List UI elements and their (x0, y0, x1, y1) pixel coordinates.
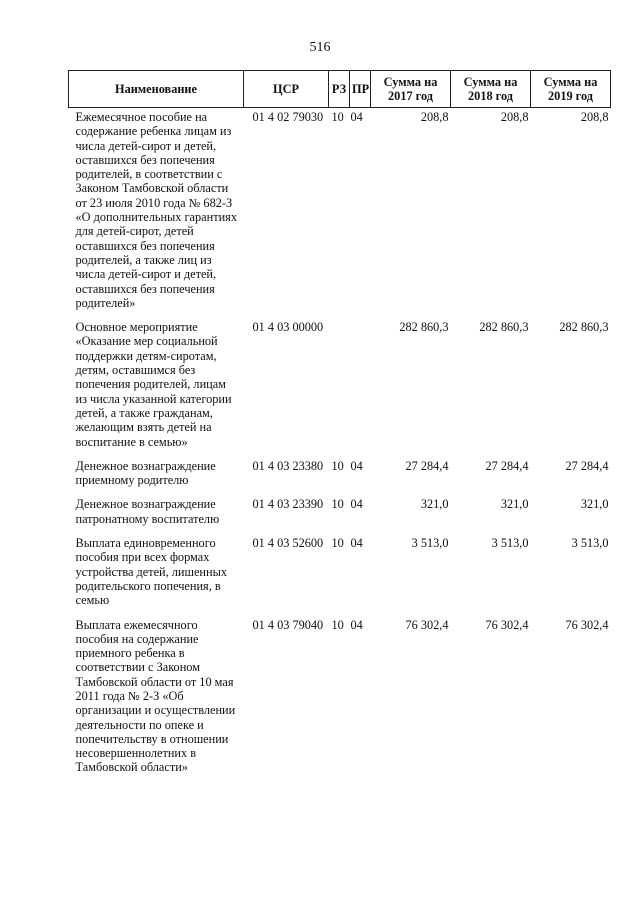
row-sum-2018: 321,0 (500, 497, 529, 512)
row-sum-2019: 3 513,0 (571, 536, 609, 551)
row-pr: 04 (350, 617, 363, 632)
row-sum-2019: 321,0 (580, 497, 609, 512)
row-sum-2019: 282 860,3 (559, 320, 609, 335)
table-row (69, 534, 611, 615)
row-csr: 01 4 03 23390 (252, 497, 324, 512)
row-sum-2019: 76 302,4 (565, 617, 609, 632)
row-csr: 01 4 02 79030 (252, 110, 324, 124)
row-sum-2018: 76 302,4 (485, 617, 529, 632)
row-name: Ежемесячное пособие на содержание ребенка лицам из числа детей-сирот и детей, оставшихся без попечения родителей, в соответствии с Законом Тамбовской области от 23 июля 2010 года № 682-З «О дополнительных гарантиях для детей-сирот, детей оставшихся без попечения родителей, а также лиц из числа детей-сирот и детей, оставшихся без попечения родителей» (75, 110, 237, 310)
row-csr: 01 4 03 23380 (252, 458, 324, 473)
page-number: 516 (309, 40, 331, 55)
row-rz: 10 (331, 110, 344, 124)
row-name: Выплата единовременного пособия при всех формах устройства детей, лишенных родительского попечения, в семью (75, 536, 228, 608)
row-pr: 04 (350, 110, 363, 124)
row-sum-2018: 282 860,3 (479, 320, 529, 335)
row-pr: 04 (350, 458, 363, 473)
row-rz (329, 318, 350, 457)
budget-table (68, 70, 611, 783)
row-name: Выплата ежемесячного пособия на содержание приемного ребенка в соответствии с Законом Тамбовской области от 10 мая 2011 года № 2-З «Об организации и осуществлении деятельности по опеке и попечительству в отношении несовершеннолетних в Тамбовской области» (75, 617, 236, 775)
row-csr: 01 4 03 00000 (252, 320, 324, 335)
table-row (69, 108, 611, 319)
header-sum-2019: Сумма на 2019 год (531, 71, 611, 108)
row-rz: 10 (331, 458, 344, 473)
row-rz: 10 (331, 497, 344, 512)
row-name: Основное мероприятие «Оказание мер социальной поддержки детям-сиротам, детям, оставшимся без попечения родителей, лицам из числа указанной категории детей, а также гражданам, желающим взять детей на воспитание в семью» (75, 320, 232, 449)
row-pr: 04 (350, 536, 363, 551)
header-sum-2018: Сумма на 2018 год (451, 71, 531, 108)
row-csr: 01 4 03 79040 (252, 617, 324, 632)
row-sum-2019: 208,8 (580, 110, 609, 124)
table-row (69, 457, 611, 496)
row-rz: 10 (331, 536, 344, 551)
row-pr (350, 318, 371, 457)
header-rz: РЗ (329, 71, 350, 108)
table-header-row (69, 71, 611, 108)
row-sum-2019: 27 284,4 (565, 458, 609, 473)
header-name: Наименование (69, 71, 244, 108)
row-sum-2017: 27 284,4 (405, 458, 449, 473)
row-sum-2018: 27 284,4 (485, 458, 529, 473)
table-row (69, 495, 611, 534)
row-sum-2018: 3 513,0 (491, 536, 529, 551)
row-pr: 04 (350, 497, 363, 512)
row-sum-2017: 282 860,3 (399, 320, 449, 335)
row-sum-2017: 208,8 (420, 110, 449, 124)
row-sum-2017: 321,0 (420, 497, 449, 512)
header-sum-2017: Сумма на 2017 год (371, 71, 451, 108)
row-csr: 01 4 03 52600 (252, 536, 324, 551)
row-name: Денежное вознаграждение патронатному воспитателю (75, 497, 220, 526)
table-row (69, 616, 611, 783)
row-sum-2017: 3 513,0 (411, 536, 449, 551)
table-row (69, 318, 611, 457)
header-pr: ПР (350, 71, 371, 108)
row-name: Денежное вознаграждение приемному родителю (75, 458, 216, 488)
row-rz: 10 (331, 617, 344, 632)
row-sum-2017: 76 302,4 (405, 617, 449, 632)
header-csr: ЦСР (244, 71, 329, 108)
row-sum-2018: 208,8 (500, 110, 529, 124)
